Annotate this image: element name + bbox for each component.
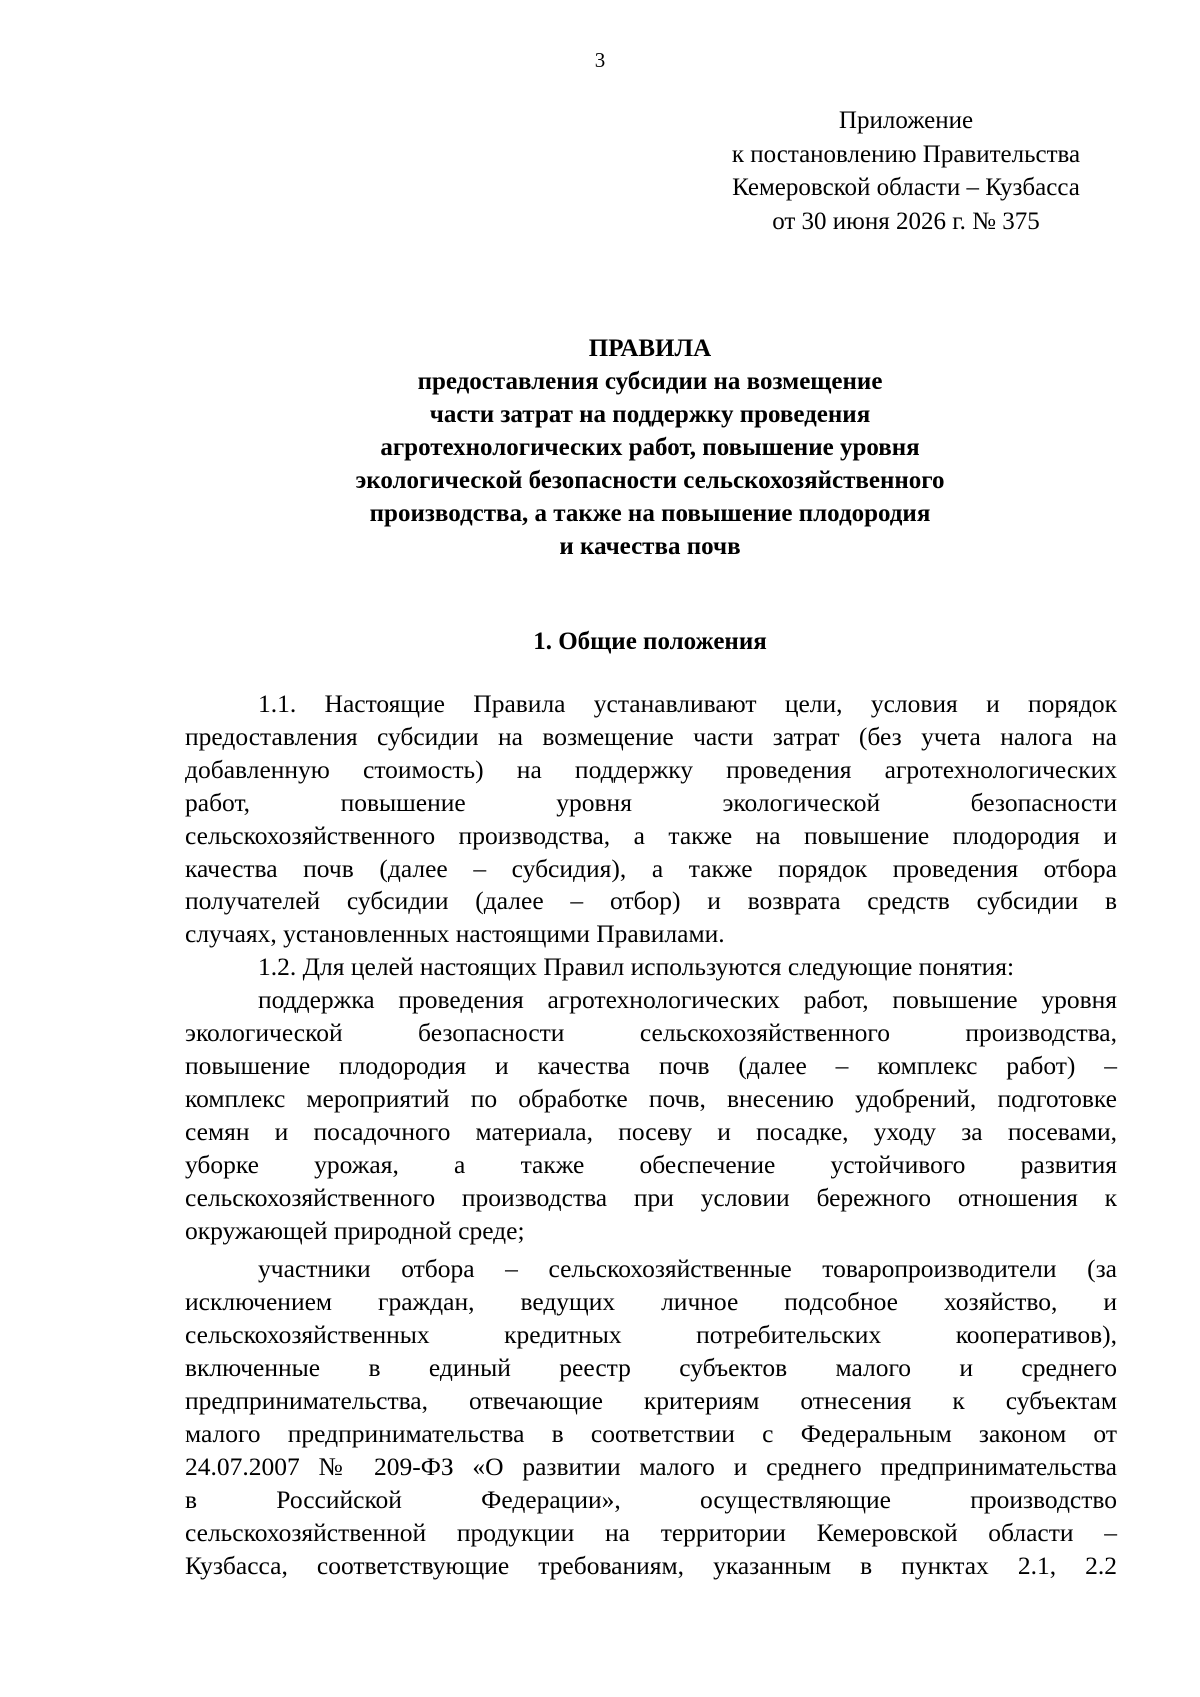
text-line: малого предпринимательства в соответствии с Федеральным законом от bbox=[185, 1418, 1117, 1448]
text-line: сельскохозяйственного производства при условии бережного отношения к bbox=[185, 1182, 1117, 1212]
text-line: в Российской Федерации», осуществляющие производство bbox=[185, 1484, 1117, 1514]
paragraph-1-1 bbox=[185, 688, 1117, 951]
page-number: 3 bbox=[594, 48, 606, 72]
appendix-line: к постановлению Правительства bbox=[731, 140, 1081, 168]
text-line: повышение плодородия и качества почв (далее – комплекс работ) – bbox=[185, 1050, 1117, 1080]
title-heading: ПРАВИЛА bbox=[588, 335, 712, 362]
section-heading: 1. Общие положения bbox=[533, 628, 767, 655]
text-line: комплекс мероприятий по обработке почв, внесению удобрений, подготовке bbox=[185, 1083, 1117, 1113]
text-line: 24.07.2007 № 209-ФЗ «О развитии малого и среднего предпринимательства bbox=[185, 1451, 1117, 1481]
text-line: Кузбасса, соответствующие требованиям, указанным в пунктах 2.1, 2.2 bbox=[185, 1550, 1117, 1580]
text-line: качества почв (далее – субсидия), а также порядок проведения отбора bbox=[185, 853, 1117, 883]
appendix-line: Кемеровской области – Кузбасса bbox=[732, 174, 1080, 201]
paragraph-definition-participants bbox=[185, 1253, 1117, 1582]
text-line: получателей субсидии (далее – отбор) и возврата средств субсидии в bbox=[185, 886, 1117, 916]
text-line: сельскохозяйственного производства, а также на повышение плодородия и bbox=[185, 820, 1117, 850]
appendix-block bbox=[706, 104, 1106, 238]
text-line: сельскохозяйственных кредитных потребительских кооперативов), bbox=[185, 1320, 1117, 1350]
text-line: поддержка проведения агротехнологических работ, повышение уровня bbox=[258, 985, 1117, 1015]
text-line: предпринимательства, отвечающие критериям отнесения к субъектам bbox=[185, 1386, 1117, 1416]
text-line: случаях, установленных настоящими Правилами. bbox=[185, 919, 725, 949]
text-line: окружающей природной среде; bbox=[185, 1215, 525, 1245]
paragraph-definition-complex bbox=[185, 984, 1117, 1247]
text-line: сельскохозяйственной продукции на территории Кемеровской области – bbox=[185, 1517, 1117, 1547]
title-line: агротехнологических работ, повышение уровня bbox=[380, 434, 920, 461]
text-line: 1.2. Для целей настоящих Правил используются следующие понятия: bbox=[258, 952, 1015, 982]
text-line: предоставления субсидии на возмещение части затрат (без учета налога на bbox=[185, 721, 1117, 751]
title-line: производства, а также на повышение плодородия bbox=[369, 500, 931, 527]
appendix-line: Приложение bbox=[838, 107, 974, 134]
text-line: уборке урожая, а также обеспечение устойчивого развития bbox=[185, 1149, 1117, 1179]
text-line: экологической безопасности сельскохозяйственного производства, bbox=[185, 1018, 1117, 1048]
paragraph-1-2 bbox=[185, 951, 1117, 984]
title-line: и качества почв bbox=[559, 533, 741, 560]
text-line: добавленную стоимость) на поддержку проведения агротехнологических bbox=[185, 754, 1117, 784]
title-line: предоставления субсидии на возмещение bbox=[417, 368, 883, 395]
text-line: семян и посадочного материала, посеву и посадке, уходу за посевами, bbox=[185, 1116, 1117, 1146]
document-title bbox=[0, 332, 1200, 563]
appendix-line: от 30 июня 2026 г. № 375 bbox=[772, 207, 1040, 235]
text-line: включенные в единый реестр субъектов малого и среднего bbox=[185, 1353, 1117, 1383]
text-line: работ, повышение уровня экологической безопасности bbox=[185, 787, 1117, 817]
title-line: части затрат на поддержку проведения bbox=[429, 401, 871, 428]
title-line: экологической безопасности сельскохозяйственного bbox=[355, 467, 945, 494]
text-line: исключением граждан, ведущих личное подсобное хозяйство, и bbox=[185, 1287, 1117, 1317]
text-line: 1.1. Настоящие Правила устанавливают цели, условия и порядок bbox=[258, 689, 1117, 718]
text-line: участники отбора – сельскохозяйственные товаропроизводители (за bbox=[258, 1254, 1117, 1284]
body-text bbox=[185, 688, 1117, 1582]
